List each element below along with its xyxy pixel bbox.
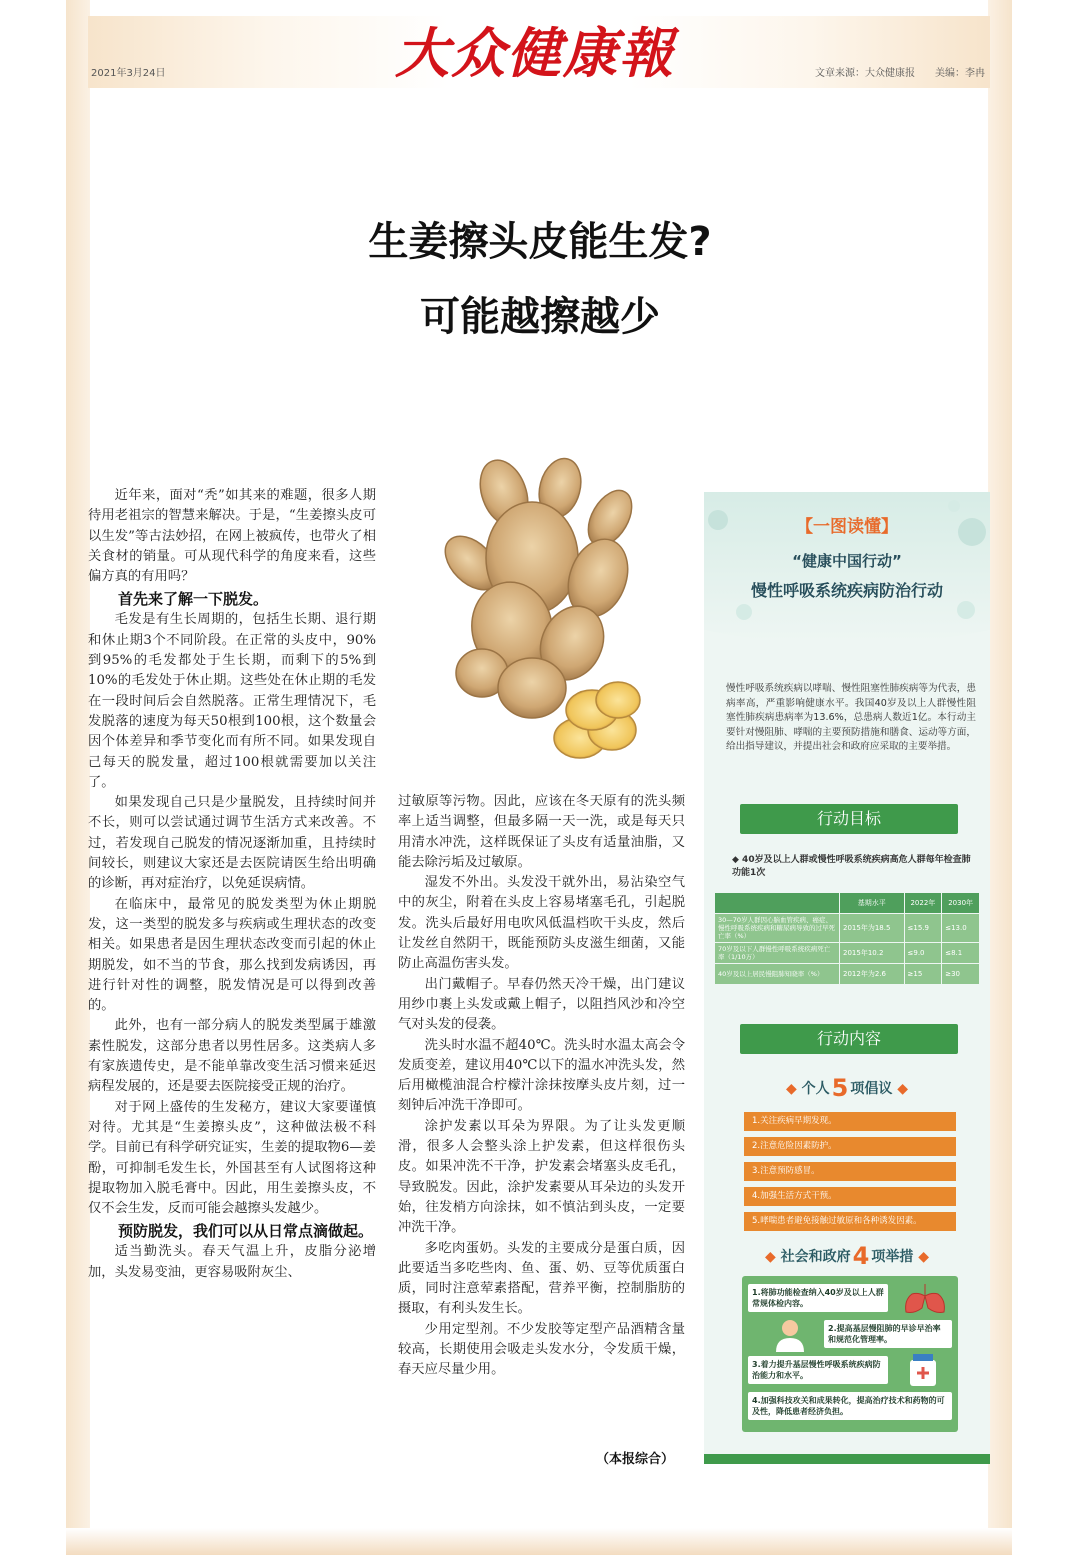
table-cell: 2015年为18.5 xyxy=(840,914,905,943)
paragraph: 少用定型剂。不少发胶等定型产品酒精含量较高，长期使用会吸走头发水分，令发质干燥，春天应尽量少用。 xyxy=(398,1321,685,1378)
paragraph: 湿发不外出。头发没干就外出，易沾染空气中的灰尘，附着在头皮上容易堵塞毛孔，引起脱发。洗头后最好用电吹风低温档吹干头皮，然后让发丝自然阴干，既能预防头皮滋生细菌，又能防止高温伤害头发。 xyxy=(398,875,685,972)
headline-line1: 生姜擦头皮能生发? xyxy=(368,219,712,265)
personal-heading xyxy=(704,1074,990,1102)
arrow-right-icon: ◆ xyxy=(918,1249,929,1265)
table-cell: 2015年10.2 xyxy=(840,943,905,964)
personal-item: 2.注意危险因素防护。 xyxy=(744,1137,956,1156)
table-row xyxy=(715,964,980,985)
arrow-left-icon: ◆ xyxy=(785,1081,797,1097)
government-item: 2.提高基层慢阻肺的早诊早治率和规范化管理率。 xyxy=(824,1320,952,1348)
headline-line2: 可能越擦越少 xyxy=(420,294,660,340)
article-column-2 xyxy=(398,792,685,1381)
personal-item: 4.加强生活方式干预。 xyxy=(744,1187,956,1206)
paragraph: 在临床中，最常见的脱发类型为休止期脱发，这一类型的脱发多与疾病或生理状态的改变相关。如果患者是因生理状态改变而引起的休止期脱发，如不当的节食，那么找到发病诱因，再进行针对性的调整，脱发情况是可以得到改善的。 xyxy=(88,896,376,1014)
infographic xyxy=(704,492,990,1464)
government-item: 4.加强科技攻关和成果转化，提高治疗技术和药物的可及性，降低患者经济负担。 xyxy=(748,1392,952,1420)
table-header xyxy=(715,893,840,914)
table-cell: 2012年为2.6 xyxy=(840,964,905,985)
table-row xyxy=(715,914,980,943)
paragraph: 毛发是有生长周期的，包括生长期、退行期和休止期3个不同阶段。在正常的头皮中，90%到95%的毛发都处于生长期，而剩下的5%到10%的毛发处于休止期。这些处在休止期的毛发在一段时间后会自然脱落。正常生理情况下，毛发脱落的速度为每天50根到100根，这个数量会因个体差异和季节变化而有所不同。如果发现自己每天的脱发量，超过100根就需要加以关注了。 xyxy=(88,612,376,790)
table-cell: ≥30 xyxy=(942,964,980,985)
personal-heading-text: 项倡议 xyxy=(850,1081,893,1097)
government-heading-number: 4 xyxy=(852,1242,870,1270)
paragraph: 涂护发素以耳朵为界限。为了让头发更顺滑，很多人会整头涂上护发素，但这样很伤头皮。如果冲洗不干净，护发素会堵塞头皮毛孔，导致脱发。因此，涂护发素要从耳朵边的头发开始，往发梢方向涂抹，如不慎沾到头皮，一定要冲洗干净。 xyxy=(398,1118,685,1236)
article-credit: （本报综合） xyxy=(596,1452,675,1467)
table-cell: ≥15 xyxy=(904,964,942,985)
paragraph: 洗头时水温不超40℃。洗头时水温太高会令发质变差，建议用40℃以下的温水冲洗头发，然后用橄榄油混合柠檬汁涂抹按摩头皮片刻，过一刻钟后冲洗干净即可。 xyxy=(398,1037,685,1114)
personal-heading-text: 个人 xyxy=(801,1081,830,1097)
goal-bar: 行动目标 xyxy=(740,804,958,834)
government-heading-text: 社会和政府 xyxy=(780,1249,851,1265)
article-source: 文章来源：大众健康报 xyxy=(815,68,915,79)
infographic-intro: 慢性呼吸系统疾病以哮喘、慢性阻塞性肺疾病等为代表，患病率高，严重影响健康水平。我国40岁及以上人群慢性阻塞性肺疾病患病率为13.6%，总患病人数近1亿。本行动主要针对慢阻肺、哮喘的主要预防措施和膳食、运动等方面，给出指导建议，并提出社会和政府应采取的主要举措。 xyxy=(726,683,976,752)
ginger-image xyxy=(412,448,680,778)
arrow-left-icon: ◆ xyxy=(764,1249,776,1265)
government-item: 1.将肺功能检查纳入40岁及以上人群常规体检内容。 xyxy=(748,1284,888,1312)
table-header-row xyxy=(715,893,980,914)
infographic-title-2: 慢性呼吸系统疾病防治行动 xyxy=(750,581,943,600)
infographic-footer xyxy=(704,1454,990,1464)
paragraph: 出门戴帽子。早春仍然天冷干燥，出门建议用纱巾裹上头发或戴上帽子，以阻挡风沙和冷空气对头发的侵袭。 xyxy=(398,976,685,1033)
issue-date: 2021年3月24日 xyxy=(91,68,166,79)
government-heading xyxy=(704,1242,990,1270)
goal-table xyxy=(714,892,980,985)
paragraph: 多吃肉蛋奶。头发的主要成分是蛋白质，因此要适当多吃些肉、鱼、蛋、奶、豆等优质蛋白质，同时注意荤素搭配，营养平衡，控制脂肪的摄取，有利头发生长。 xyxy=(398,1240,685,1317)
personal-item: 5.哮喘患者避免接触过敏原和各种诱发因素。 xyxy=(744,1212,956,1231)
personal-heading-number: 5 xyxy=(831,1074,849,1102)
medicine-bottle-icon xyxy=(900,1352,946,1388)
table-cell: 30—70岁人群因心脑血管疾病、癌症、慢性呼吸系统疾病和糖尿病导致的过早死亡率（%） xyxy=(715,914,840,943)
art-editor: 美编：李冉 xyxy=(935,68,985,79)
paragraph: 对于网上盛传的生发秘方，建议大家要谨慎对待。尤其是“生姜擦头皮”，这种做法极不科学。目前已有科学研究证实，生姜的提取物6—姜酚，可抑制毛发生长，外国甚至有人试图将这种提取物加入脱毛膏中。因此，用生姜擦头皮，不仅不会生发，反而可能会越擦头发越少。 xyxy=(88,1099,376,1217)
lungs-icon xyxy=(898,1280,952,1316)
section-heading: 首先来了解一下脱发。 xyxy=(118,590,269,609)
paragraph: 适当勤洗头。春天气温上升，皮脂分泌增加，头发易变油，更容易吸附灰尘、 xyxy=(88,1244,376,1280)
government-item: 3.着力提升基层慢性呼吸系统疾病防治能力和水平。 xyxy=(748,1356,888,1384)
arrow-right-icon: ◆ xyxy=(897,1081,908,1097)
table-header: 2030年 xyxy=(942,893,980,914)
section-heading: 预防脱发，我们可以从日常点滴做起。 xyxy=(118,1222,374,1241)
table-header: 基期水平 xyxy=(840,893,905,914)
infographic-title-1: “健康中国行动” xyxy=(792,552,902,570)
paragraph: 如果发现自己只是少量脱发，且持续时间并不长，则可以尝试通过调节生活方式来改善。不过，若发现自己脱发的情况逐渐加重，且持续时间较长，则建议大家还是去医院请医生给出明确的诊断，再对症治疗，以免延误病情。 xyxy=(88,795,376,892)
personal-item: 1.关注疾病早期发现。 xyxy=(744,1112,956,1131)
table-cell: 40岁及以上居民慢阻肺知晓率（%） xyxy=(715,964,840,985)
article-column-1 xyxy=(88,486,376,1283)
doctor-icon xyxy=(766,1316,814,1352)
paragraph: 近年来，面对“秃”如其来的难题，很多人期待用老祖宗的智慧来解决。于是，“生姜擦头皮可以生发”等古法妙招，在网上被疯传，也带火了相关食材的销量。可从现代科学的角度来看，这些偏方真的有用吗？ xyxy=(88,488,376,585)
goal-description: ◆ 40岁及以上人群或慢性呼吸系统疾病高危人群每年检查肺功能1次 xyxy=(732,855,971,878)
paragraph: 过敏原等污物。因此，应该在冬天原有的洗头频率上适当调整，但最多隔一天一洗，或是每天只用清水冲洗，这样既保证了头皮有适量油脂，又能去除污垢及过敏原。 xyxy=(398,794,685,870)
paragraph: 此外，也有一部分病人的脱发类型属于雄激素性脱发，这部分患者以男性居多。这类病人多有家族遗传史，是不能单靠改变生活习惯来延迟病程发展的，还是要去医院接受正规的治疗。 xyxy=(88,1018,376,1095)
table-cell: ≤15.9 xyxy=(904,914,942,943)
table-cell: ≤13.0 xyxy=(942,914,980,943)
government-measures-box xyxy=(742,1276,958,1432)
bottom-band xyxy=(66,1528,1012,1555)
table-cell: ≤9.0 xyxy=(904,943,942,964)
government-heading-text: 项举措 xyxy=(871,1249,914,1265)
personal-item: 3.注意预防感冒。 xyxy=(744,1162,956,1181)
table-header: 2022年 xyxy=(904,893,942,914)
infographic-tag: 【一图读懂】 xyxy=(796,517,898,537)
table-cell: 70岁及以下人群慢性呼吸系统疾病死亡率（1/10万） xyxy=(715,943,840,964)
content-bar: 行动内容 xyxy=(740,1024,958,1054)
table-cell: ≤8.1 xyxy=(942,943,980,964)
table-row xyxy=(715,943,980,964)
newspaper-logo: 大众健康報 xyxy=(395,21,675,85)
